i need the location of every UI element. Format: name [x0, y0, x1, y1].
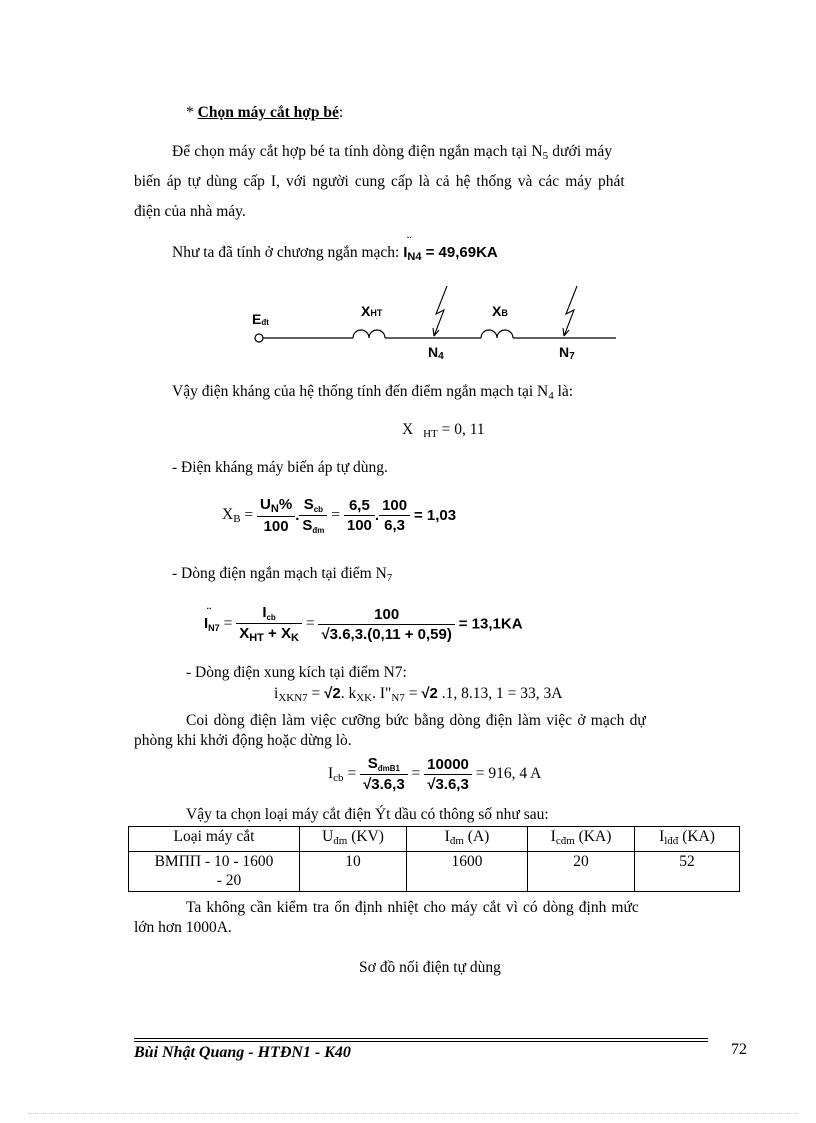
circuit-diagram — [248, 284, 628, 364]
eq-xb-result: = 1,03 — [413, 507, 457, 524]
eq-in7-lhs: I ¨ $_{N7}$ — [204, 605, 220, 633]
eq-xb-frac1: $\frac{U_N\%}{100}$ — [257, 496, 295, 535]
eq-ixk-sqrt2-b: √2 — [421, 685, 438, 702]
footer-rule-1 — [134, 1038, 708, 1039]
para3 — [172, 383, 573, 402]
td-i: 1600 — [407, 852, 528, 892]
eq-in4-sub: N4 — [407, 251, 422, 263]
para7-line1: Coi dòng điện làm việc cưỡng bức bằng dòng điện làm việc ở mạch dự — [186, 712, 646, 729]
para1-line2: biến áp tự dùng cấp I, với người cung cấp là cả hệ thống và các máy phát — [134, 173, 625, 190]
eq-ixk-k: . k — [340, 685, 357, 702]
para1-text-b: dưới máy — [548, 143, 613, 160]
footer-rule-2 — [134, 1041, 708, 1042]
eq-ixk-sqrt2: √2 — [324, 685, 341, 702]
eq-xht-sub: HT — [423, 428, 438, 440]
eq-xb-equals-2: = — [331, 506, 340, 524]
eq-icb-lhs: $I_{cb}$ — [328, 764, 344, 784]
eq-ixk-mid: . I" — [372, 685, 392, 702]
eq-ixk-mid-sub: N7 — [391, 692, 405, 704]
eq-in7-equals: = — [223, 615, 233, 632]
para1-sub: 5 — [542, 150, 549, 162]
td-icdm: 20 — [528, 852, 635, 892]
th-i: $I_{đm}$ (A) — [407, 827, 528, 852]
eq-in7-equals-2: = — [305, 615, 315, 632]
para2 — [172, 234, 498, 263]
table-header-row — [129, 827, 740, 852]
eq-in7-result: = 13,1KA — [458, 615, 523, 633]
inductor-xht-symbol — [353, 330, 385, 338]
eq-xb-dot-2: . — [374, 507, 380, 524]
label-xb: XB — [492, 303, 508, 319]
eq-in7 — [204, 604, 523, 654]
eq-icb-result: = 916, 4 A — [475, 765, 542, 782]
para2-text: Như ta đã tính ở chương ngắn mạch: — [172, 244, 400, 261]
eq-xb — [222, 496, 456, 544]
eq-in7-frac2: $\frac{100}{√3.6,3.(0,11 + 0,59)}$ — [318, 606, 454, 643]
inductor-xb-symbol — [481, 330, 513, 338]
eq-ixk-lhs: i — [274, 685, 279, 702]
eq-icb — [328, 755, 541, 803]
para1-line3: điện của nhà máy. — [134, 203, 246, 220]
footer-author: Bùi Nhật Quang - HTĐN1 - K40 — [134, 1044, 351, 1061]
spec-table — [128, 826, 740, 892]
eq-ixk — [274, 685, 562, 704]
label-xht: XHT — [361, 303, 383, 319]
table-row — [129, 852, 740, 892]
eq-in4 — [403, 234, 498, 263]
td-type: BMПП - 10 - 1600 - 20 — [129, 852, 300, 892]
para1-text-a: Để chọn máy cắt hợp bé ta tính dòng điện ngắn mạch tại N — [172, 143, 543, 160]
eq-icb-equals: = — [347, 765, 357, 782]
page-number: 72 — [731, 1041, 747, 1058]
section-heading — [186, 104, 343, 122]
double-prime-mark: ¨ — [407, 234, 412, 248]
eq-ixk-tail: .1, 8.13, 1 = 33, 3A — [437, 685, 563, 702]
th-ildd: $I_{lđđ}$ (KA) — [635, 827, 740, 852]
td-ildd: 52 — [635, 852, 740, 892]
th-type: Loại máy cắt — [129, 827, 300, 852]
eq-icb-frac1: $\frac{S_{đmB1}}{√3.6,3}$ — [360, 755, 408, 793]
para3-sub: 4 — [548, 390, 554, 402]
label-n4: N4 — [428, 344, 444, 362]
eq-ixk-lhs-sub: XKN7 — [278, 692, 308, 704]
th-u: $U_{đm}$ (KV) — [300, 827, 407, 852]
para3-end: là: — [553, 383, 574, 400]
label-source: Eđt — [252, 311, 269, 327]
eq-xb-dot: . — [295, 507, 300, 524]
para9-line2: lớn hơn 1000A. — [134, 919, 232, 936]
eq-xb-equals: = — [244, 506, 254, 524]
eq-xht — [402, 421, 485, 440]
fault-arrow-n7 — [563, 286, 577, 336]
eq-ixk-equals: = — [307, 685, 325, 702]
th-icdm: $I_{cđm}$ (KA) — [528, 827, 635, 852]
eq-ixk-k-sub: XK — [356, 692, 373, 704]
para4: - Điện kháng máy biến áp tự dùng. — [172, 459, 388, 476]
eq-in7-frac1: $\frac{I_{cb}}{X_{HT} + X_K}$ — [236, 604, 302, 644]
eq-xb-lhs: $X_B$ — [222, 506, 241, 525]
heading-title: Chọn máy cắt hợp bé — [197, 104, 339, 121]
eq-icb-equals-2: = — [411, 765, 421, 782]
para3-text: Vậy điện kháng của hệ thống tính đến điểm ngắn mạch tại N — [172, 383, 549, 400]
eq-xb-frac4: $\frac{100}{6,3}$ — [379, 497, 410, 534]
para9-line1: Ta không cần kiểm tra ổn định nhiệt cho máy cắt vì có dòng định mức — [186, 899, 639, 916]
para1-line1 — [172, 143, 612, 162]
heading-colon: : — [338, 104, 344, 121]
para5-text: - Dòng điện ngắn mạch tại điểm N — [172, 565, 387, 582]
eq-xb-frac3: $\frac{6,5}{100}$ — [344, 497, 375, 534]
eq-in4-I: I — [403, 244, 408, 261]
section-title: Sơ đồ nối điện tự dùng — [359, 959, 501, 976]
source-terminal — [255, 334, 263, 342]
eq-xht-rhs: = 0, 11 — [441, 421, 485, 438]
eq-xb-frac2: $\frac{S_{cb}}{S_{đm}}$ — [299, 496, 327, 535]
eq-in4-rhs: = 49,69KA — [425, 244, 498, 261]
page-bottom-edge — [28, 1113, 798, 1114]
td-u: 10 — [300, 852, 407, 892]
para5-sub: 7 — [386, 572, 393, 584]
para6: - Dòng điện xung kích tại điểm N7: — [186, 664, 407, 681]
fault-arrow-n4 — [433, 286, 447, 336]
bullet: * — [186, 104, 194, 121]
para7-line2: phòng khi khởi động hoặc dừng lò. — [134, 732, 352, 749]
eq-ixk-equals-2: = — [404, 685, 422, 702]
para8: Vậy ta chọn loại máy cắt điện Ýt dầu có thông số như sau: — [186, 806, 549, 823]
eq-icb-frac2: $\frac{10000}{√3.6,3}$ — [424, 756, 472, 793]
para5 — [172, 565, 392, 584]
eq-xht-lhs: X — [402, 421, 414, 438]
label-n7: N7 — [559, 344, 575, 362]
